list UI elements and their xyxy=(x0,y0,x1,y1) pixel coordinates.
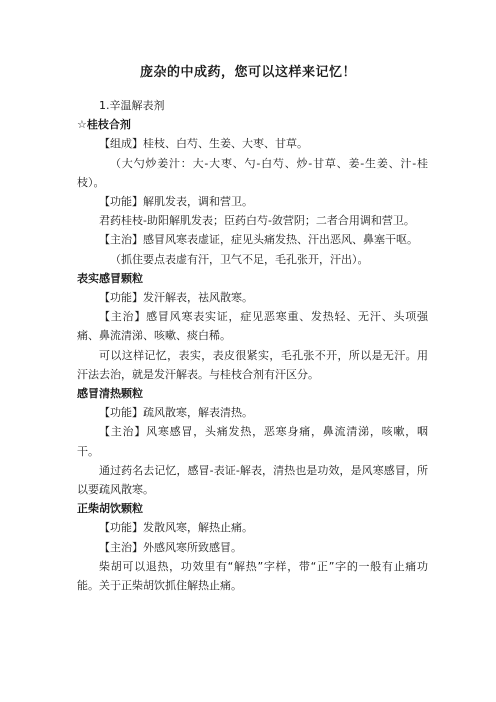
guizhi-key-point: （抓住要点表虚有汗，卫气不足，毛孔张开，汗出）。 xyxy=(110,252,369,266)
biaoshi-function: 【功能】发汗解表，祛风散寒。 xyxy=(99,291,253,305)
document-body xyxy=(77,96,428,595)
qingre-memory: 通过药名去记忆，感冒-表证-解表，清热也是功效，是风寒感冒，所以要疏风散寒。 xyxy=(77,463,428,497)
section-heading: 1.辛温解表剂 xyxy=(99,99,165,112)
guizhi-function: 【功能】解肌发表，调和营卫。 xyxy=(99,195,253,209)
biaoshi-memory: 可以这样记忆，表实，表皮很紧实，毛孔张不开，所以是无汗。用汗法去治，就是发汗解表。与桂枝合剂有汗区分。 xyxy=(77,348,428,381)
zhengchai-heading: 正柴胡饮颗粒 xyxy=(77,502,143,516)
qingre-heading: 感冒清热颗粒 xyxy=(77,387,143,401)
guizhi-indication: 【主治】感冒风寒表虚证，症见头痛发热、汗出恶风、鼻塞干呕。 xyxy=(99,233,418,247)
guizhi-mnemonic: （大勺炒姜汁：大-大枣、勺-白芍、炒-甘草、姜-生姜、汁-桂枝）。 xyxy=(77,156,428,189)
page-title: 庞杂的中成药，您可以这样来记忆！ xyxy=(139,65,356,80)
guizhi-explanation: 君药桂枝-助阳解肌发表；臣药白芍-敛营阴；二者合用调和营卫。 xyxy=(99,214,415,228)
zhengchai-memory: 柴胡可以退热，功效里有“解热”字样，带“正”字的一般有止痛功能。关于正柴胡饮抓住解热止痛。 xyxy=(77,559,428,593)
biaoshi-indication: 【主治】感冒风寒表实证，症见恶寒重、发热轻、无汗、头项强痛、鼻流清涕、咳嗽、痰白稀。 xyxy=(77,310,428,343)
guizhi-heading: ☆桂枝合剂 xyxy=(77,118,131,132)
qingre-indication: 【主治】风寒感冒，头痛发热，恶寒身痛，鼻流清涕，咳嗽，咽干。 xyxy=(77,425,428,458)
zhengchai-indication: 【主治】外感风寒所致感冒。 xyxy=(99,540,242,554)
biaoshi-heading: 表实感冒颗粒 xyxy=(77,271,143,285)
qingre-function: 【功能】疏风散寒，解表清热。 xyxy=(99,406,253,420)
guizhi-composition: 【组成】桂枝、白芍、生姜、大枣、甘草。 xyxy=(99,137,308,151)
zhengchai-function: 【功能】发散风寒，解热止痛。 xyxy=(99,521,253,535)
